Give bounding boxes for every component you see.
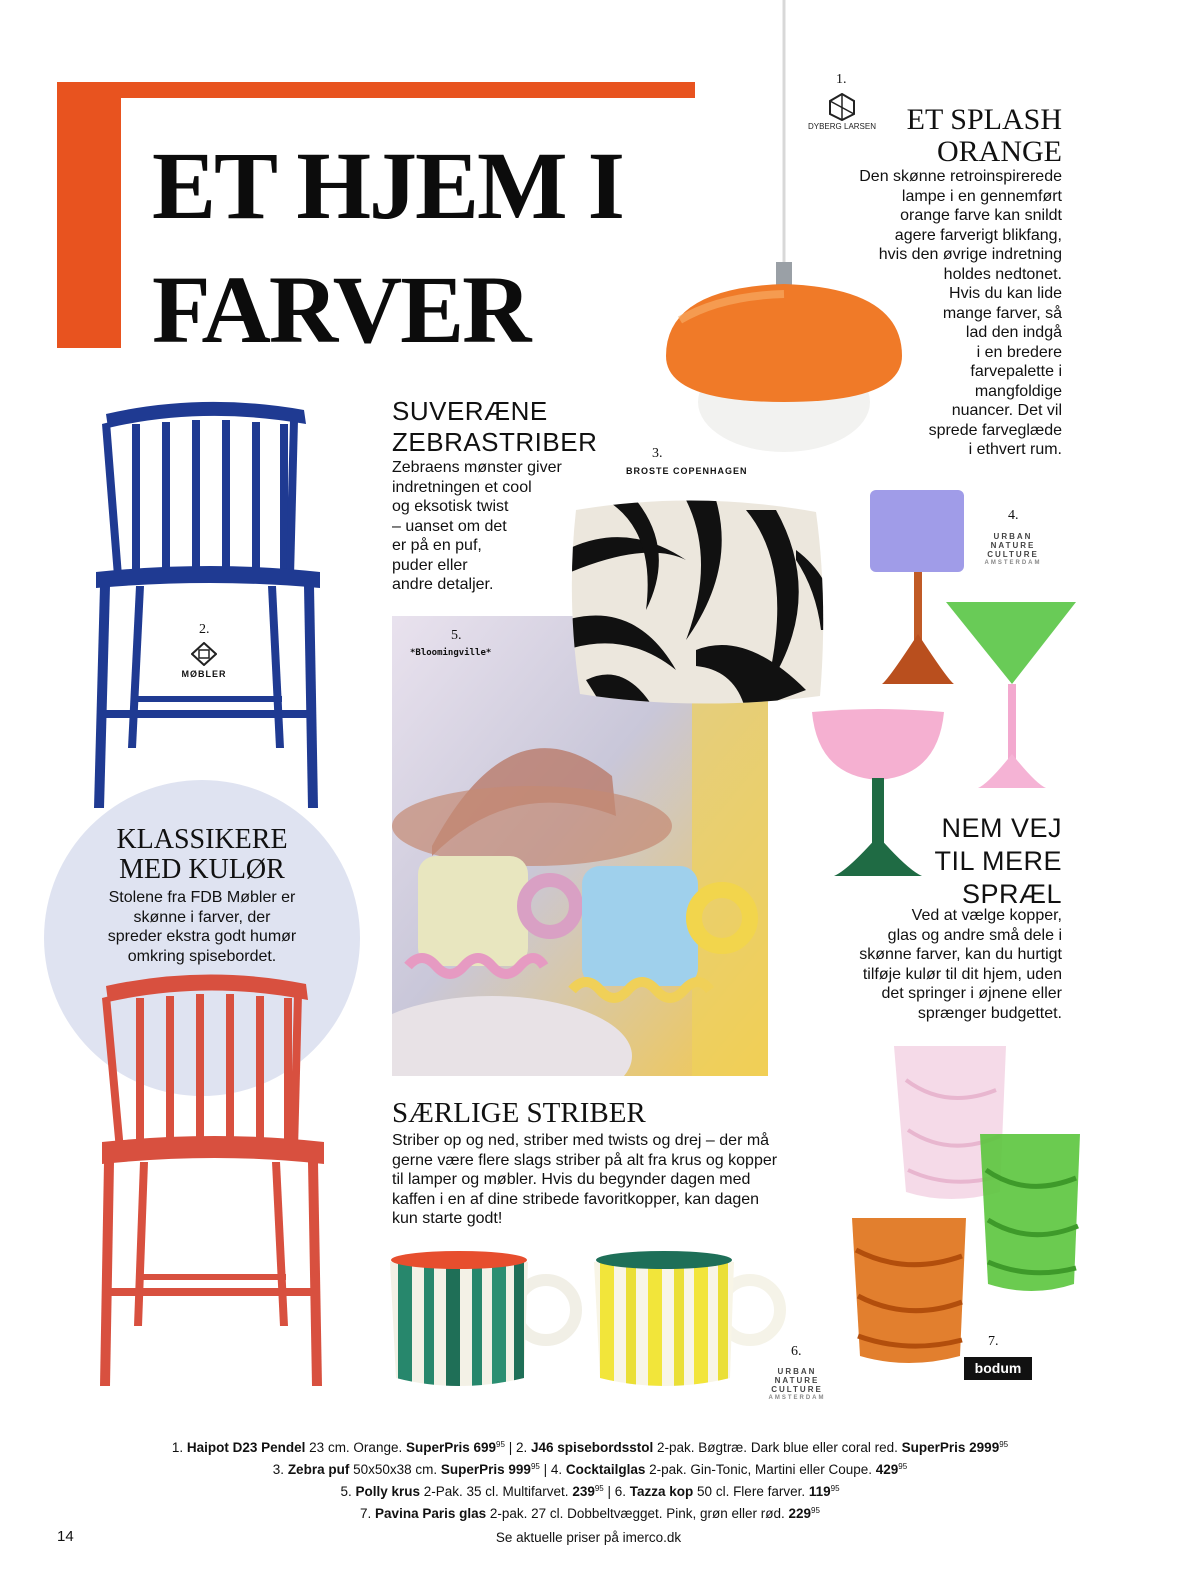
zebra-pouf-image [566, 490, 836, 712]
bloomingville-number: 5. [451, 628, 462, 643]
circle-text: Stolene fra FDB Møbler er skønne i farver, der spreder ekstra godt humør omkring spisebordet. [107, 889, 297, 965]
page-title-line-1: ET HJEM I [152, 132, 623, 239]
bodum-glasses-image [846, 1040, 1090, 1370]
caption-line-4: 7. Pavina Paris glas 2-pak. 27 cl. Dobbeltvægget. Pink, grøn eller rød. $229^{95}$ [360, 1506, 820, 1521]
urban-nature-culture-brand-2: URBAN NATURE CULTURE AMSTERDAM [768, 1367, 826, 1401]
lamp-heading-2: ORANGE [937, 135, 1062, 169]
glasses-heading [860, 812, 1062, 911]
lamp-brand: DYBERG LARSEN [807, 122, 877, 131]
moebler-logo-icon [191, 642, 217, 666]
circle-heading-1: KLASSIKERE [116, 824, 288, 855]
zebra-number: 3. [652, 446, 663, 461]
zebra-heading-2: ZEBRASTRIBER [392, 427, 598, 458]
bodum-number: 7. [988, 1334, 999, 1349]
moebler-brand: MØBLER [181, 669, 227, 679]
page-title-line-2: FARVER [152, 256, 530, 363]
glasses-heading-1: NEM VEJ [941, 813, 1062, 843]
caption-line-3: 5. Polly krus 2-Pak. 35 cl. Multifarvet. $239^{95}$ | 6. Tazza kop 50 cl. Flere farver. $119^{95}$ [340, 1484, 840, 1499]
glasses-number: 4. [1008, 508, 1019, 523]
lamp-heading-1: ET SPLASH [906, 103, 1062, 136]
glasses-heading-2: TIL MERE [934, 846, 1062, 876]
stripes-text: Striber op og ned, striber med twists og drej – der må gerne være flere slags striber på alt fra krus og kopper til lamper og møbler. Hvis du begynder dagen med kaffen i en af dine stribede favoritkopper, kan dagen kun starte godt! [392, 1132, 778, 1227]
product-captions [60, 1435, 1120, 1523]
circle-heading-2: MED KULØR [119, 854, 285, 886]
urban-nature-culture-brand-1: URBAN NATURE CULTURE AMSTERDAM [984, 532, 1042, 566]
dyberg-larsen-logo-icon [829, 93, 855, 121]
blue-chair-image [92, 396, 332, 812]
glasses-heading-3: SPRÆL [961, 879, 1062, 909]
caption-line-1: 1. Haipot D23 Pendel 23 cm. Orange. SuperPris $699^{95}$ | 2. J46 spisebordsstol 2-pak. Bøgtræ. Dark blue eller coral red. SuperPris 2999$^{95}$ [171, 1440, 1009, 1455]
zebra-heading [392, 396, 642, 458]
glasses-text: Ved at vælge kopper, glas og andre små dele i skønne farver, kan du hurtigt tilføje kulør til dit hjem, uden det springer i øjnene eller sprænger budgettet. [859, 907, 1062, 1022]
stripes-heading: SÆRLIGE STRIBER [392, 1097, 646, 1129]
red-chair-image [96, 970, 336, 1390]
caption-line-2: 3. Zebra puf 50x50x38 cm. SuperPris $999^{95}$ | 4. Cocktailglas 2-pak. Gin-Tonic, Martini eller Coupe. $429^{95}$ [272, 1462, 908, 1477]
circle-heading [60, 825, 344, 885]
chair-number: 2. [199, 622, 210, 637]
page-number: 14 [57, 1528, 74, 1545]
lamp-number: 1. [836, 72, 847, 87]
lamp-heading [890, 104, 1062, 169]
title-frame-top [57, 82, 695, 98]
title-frame-left [57, 82, 121, 348]
zebra-text: Zebraens mønster giver indretningen et cool og eksotisk twist – uanset om det er på en puf, puder eller andre detaljer. [392, 459, 562, 593]
bodum-logo: bodum [964, 1357, 1032, 1380]
lamp-text: Den skønne retroinspirerede lampe i en gennemført orange farve kan snildt agere farverigt blikfang, hvis den øvrige indretning holdes nedtonet. Hvis du kan lide mange farver, så lad den indgå i en bredere farvepalette i mangfoldige nuancer. Det vil sprede farveglæde i ethvert rum. [859, 168, 1062, 458]
zebra-heading-1: SUVERÆNE [392, 396, 548, 426]
striped-mugs-image [388, 1248, 788, 1398]
bloomingville-brand: *Bloomingville* [410, 648, 492, 658]
footer-link[interactable]: Se aktuelle priser på imerco.dk [495, 1530, 682, 1545]
tazza-number: 6. [791, 1344, 802, 1359]
broste-brand: BROSTE COPENHAGEN [626, 466, 748, 476]
